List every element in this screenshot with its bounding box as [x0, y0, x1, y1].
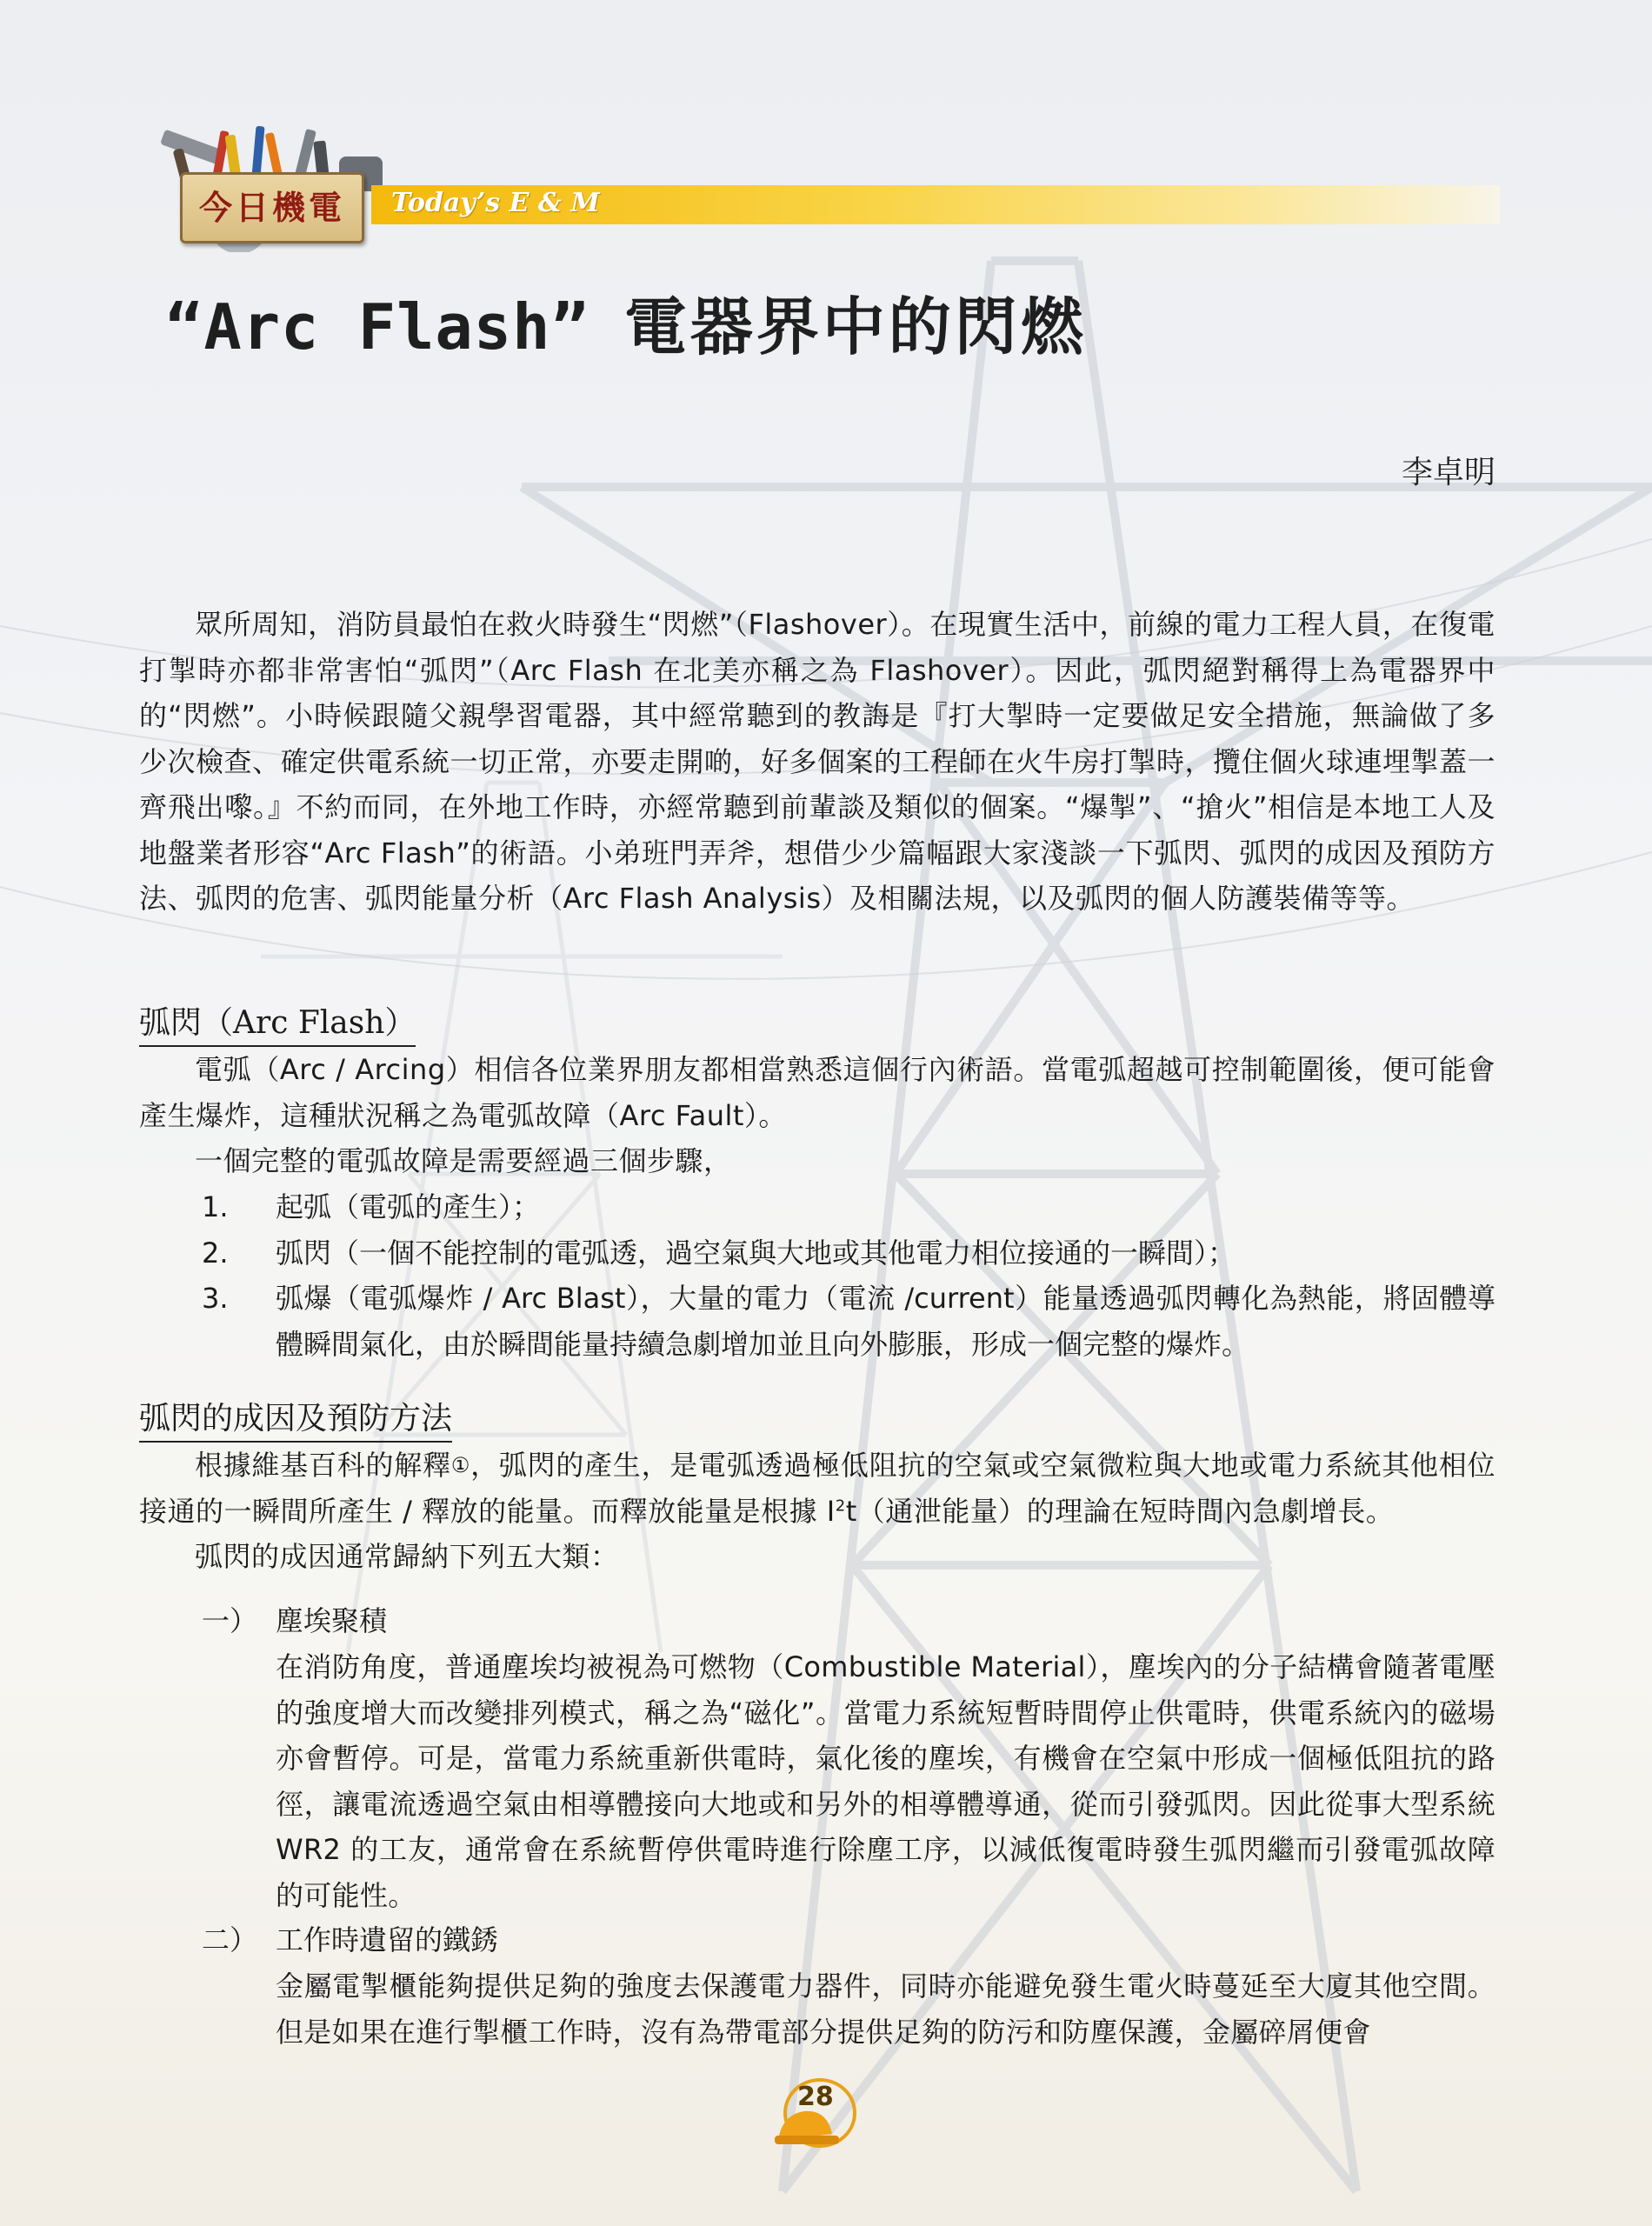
section-heading-causes-prevention: 弧閃的成因及預防方法	[139, 1394, 452, 1443]
list-item-number: 1.	[202, 1190, 229, 1223]
section2-paragraph-2: 弧閃的成因通常歸納下列五大類：	[195, 1540, 619, 1573]
list-item-number: 3.	[202, 1282, 229, 1315]
cause-number: 一）	[202, 1604, 258, 1637]
cause-item	[202, 1917, 1495, 1963]
cause-title: 工作時遺留的鐵銹	[276, 1923, 499, 1956]
list-item-number: 2.	[202, 1236, 229, 1270]
section1-paragraph-2: 一個完整的電弧故障是需要經過三個步驟，	[195, 1144, 732, 1177]
cause-item	[202, 1598, 1495, 1644]
section2-para1-part-a: 根據維基百科的解釋	[195, 1449, 451, 1482]
list-item-text: 起弧（電弧的產生）；	[276, 1190, 541, 1223]
article-title-cn: 電器界中的閃燃	[623, 290, 1087, 363]
superscript-2: 2	[835, 1496, 846, 1515]
page-number: 28	[797, 2082, 834, 2112]
section-heading-arc-flash: 弧閃（Arc Flash）	[139, 998, 416, 1047]
list-item-text: 弧爆（電弧爆炸 / Arc Blast），大量的電力（電流 /current）能量透過弧閃轉化為熱能，將固體導體瞬間氣化，由於瞬間能量持續急劇增加並且向外膨脹，形成一個完整的爆炸。	[276, 1282, 1495, 1361]
footnote-ref-1: ①	[450, 1453, 471, 1477]
section2-para1-part-c: t（通泄能量）的理論在短時間內急劇增長。	[845, 1494, 1395, 1528]
section1-paragraph-1: 電弧（Arc / Arcing）相信各位業界朋友都相當熟悉這個行內術語。當電弧超越可控制範圍後，便可能會產生爆炸，這種狀況稱之為電弧故障（Arc Fault）。	[139, 1053, 1495, 1132]
magazine-header	[143, 122, 1500, 261]
list-item	[202, 1184, 1495, 1230]
header-subtitle: Today’s E & M	[391, 188, 600, 218]
cause-body: 在消防角度，普通塵埃均被視為可燃物（Combustible Material），塵埃內的分子結構會隨著電壓的強度增大而改變排列模式，稱之為“磁化”。當電力系統短暫時間停止供電時，供電系統內的磁場亦會暫停。可是，當電力系統重新供電時，氣化後的塵埃，有機會在空氣中形成一個極低阻抗的路徑，讓電流透過空氣由相導體接向大地或和另外的相導體導通，從而引發弧閃。因此從事大型系統 WR2 的工友，通常會在系統暫停供電時進行除塵工序，以減低復電時發生弧閃繼而引發電弧故障的可能性。	[276, 1650, 1495, 1912]
cause-number: 二）	[202, 1923, 258, 1956]
list-item	[202, 1276, 1495, 1367]
header-logo-plaque	[180, 172, 364, 243]
article-title-en: “Arc Flash”	[165, 290, 590, 363]
header-logo-text: 今日機電	[198, 188, 345, 227]
section2-para1-part-b: ，弧閃的產生，是電弧透過極低阻抗的空氣或空氣微粒與大地或電力系統其他相位接通的一瞬間所產生 / 釋放的能量。而釋放能量是根據 I	[139, 1449, 1495, 1528]
article-title	[165, 277, 1087, 367]
list-item-text: 弧閃（一個不能控制的電弧透，過空氣與大地或其他電力相位接通的一瞬間）；	[276, 1236, 1236, 1270]
cause-body: 金屬電掣櫃能夠提供足夠的強度去保護電力器件，同時亦能避免發生電火時蔓延至大廈其他空間。但是如果在進行掣櫃工作時，沒有為帶電部分提供足夠的防污和防塵保護，金屬碎屑便會	[276, 1969, 1495, 2049]
section2-paragraph-1	[139, 1443, 1495, 1534]
cause-title: 塵埃聚積	[276, 1604, 388, 1637]
page-number-badge	[769, 2073, 865, 2151]
article-author: 李卓明	[1401, 455, 1495, 490]
intro-paragraph: 眾所周知，消防員最怕在救火時發生“閃燃”（Flashover）。在現實生活中，前線的電力工程人員，在復電打掣時亦都非常害怕“弧閃”（Arc Flash 在北美亦稱之為 Flashover）。因此，弧閃絕對稱得上為電器界中的“閃燃”。小時候跟隨父親學習電器，其中經常聽到的教誨是『打大掣時一定要做足安全措施，無論做了多少次檢查、確定供電系統一切正常，亦要走開啲，好多個案的工程師在火牛房打掣時，攬住個火球連埋掣蓋一齊飛出嚟。』不約而同，在外地工作時，亦經常聽到前輩談及類似的個案。“爆掣”、“搶火”相信是本地工人及地盤業者形容“Arc Flash”的術語。小弟班門弄斧，想借少少篇幅跟大家淺談一下弧閃、弧閃的成因及預防方法、弧閃的危害、弧閃能量分析（Arc Flash Analysis）及相關法規，以及弧閃的個人防護裝備等等。	[139, 608, 1496, 915]
list-item	[202, 1230, 1495, 1276]
